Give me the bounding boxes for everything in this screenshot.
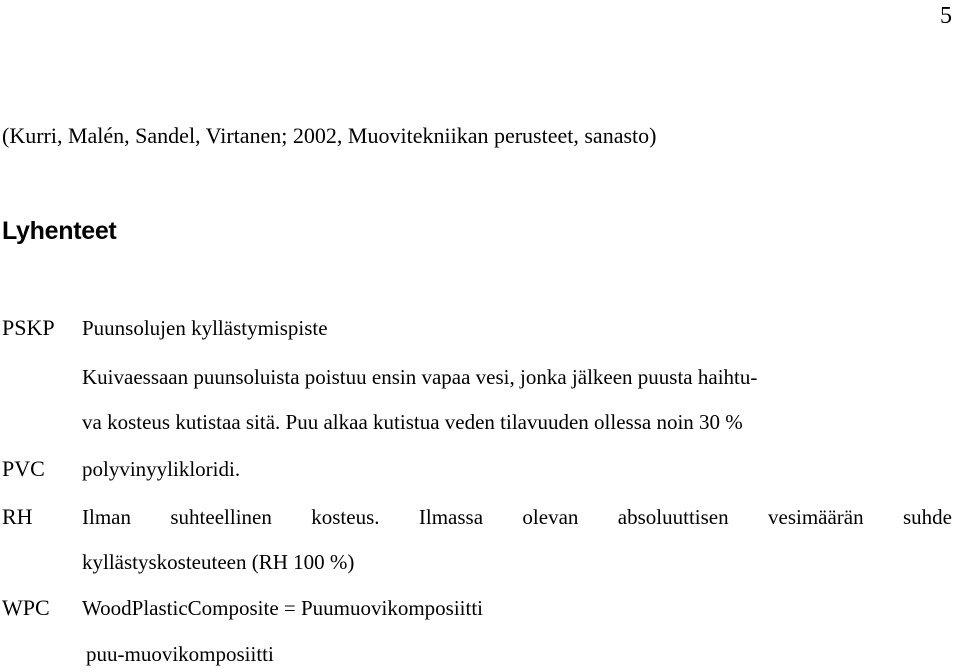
desc-rh-line2: kyllästyskosteuteen (RH 100 %) [82, 550, 355, 574]
alt-wpc: puu-muovikomposiitti [86, 642, 274, 666]
source-citation: (Kurri, Malén, Sandel, Virtanen; 2002, Muovitekniikan perusteet, sanasto) [2, 123, 657, 148]
page-number: 5 [940, 3, 952, 29]
abbr-rh: RH [2, 504, 33, 529]
term-pvc: polyvinyylikloridi. [82, 457, 241, 481]
term-pskp: Puunsolujen kyllästymispiste [82, 316, 328, 340]
abbr-wpc: WPC [2, 595, 50, 620]
abbr-pskp: PSKP [2, 315, 55, 340]
abbr-pvc: PVC [2, 456, 45, 481]
section-heading: Lyhenteet [2, 217, 117, 245]
term-wpc: WoodPlasticComposite = Puumuovikomposiitti [82, 596, 484, 620]
desc-rh-line1: Ilman suhteellinen kosteus. Ilmassa olevan absoluuttisen vesimäärän suhde [82, 505, 952, 529]
desc-pskp-line1: Kuivaessaan puunsoluista poistuu ensin vapaa vesi, jonka jälkeen puusta haihtu- [82, 365, 758, 389]
desc-pskp-line2: va kosteus kutistaa sitä. Puu alkaa kutistua veden tilavuuden ollessa noin 30 % [82, 410, 743, 434]
